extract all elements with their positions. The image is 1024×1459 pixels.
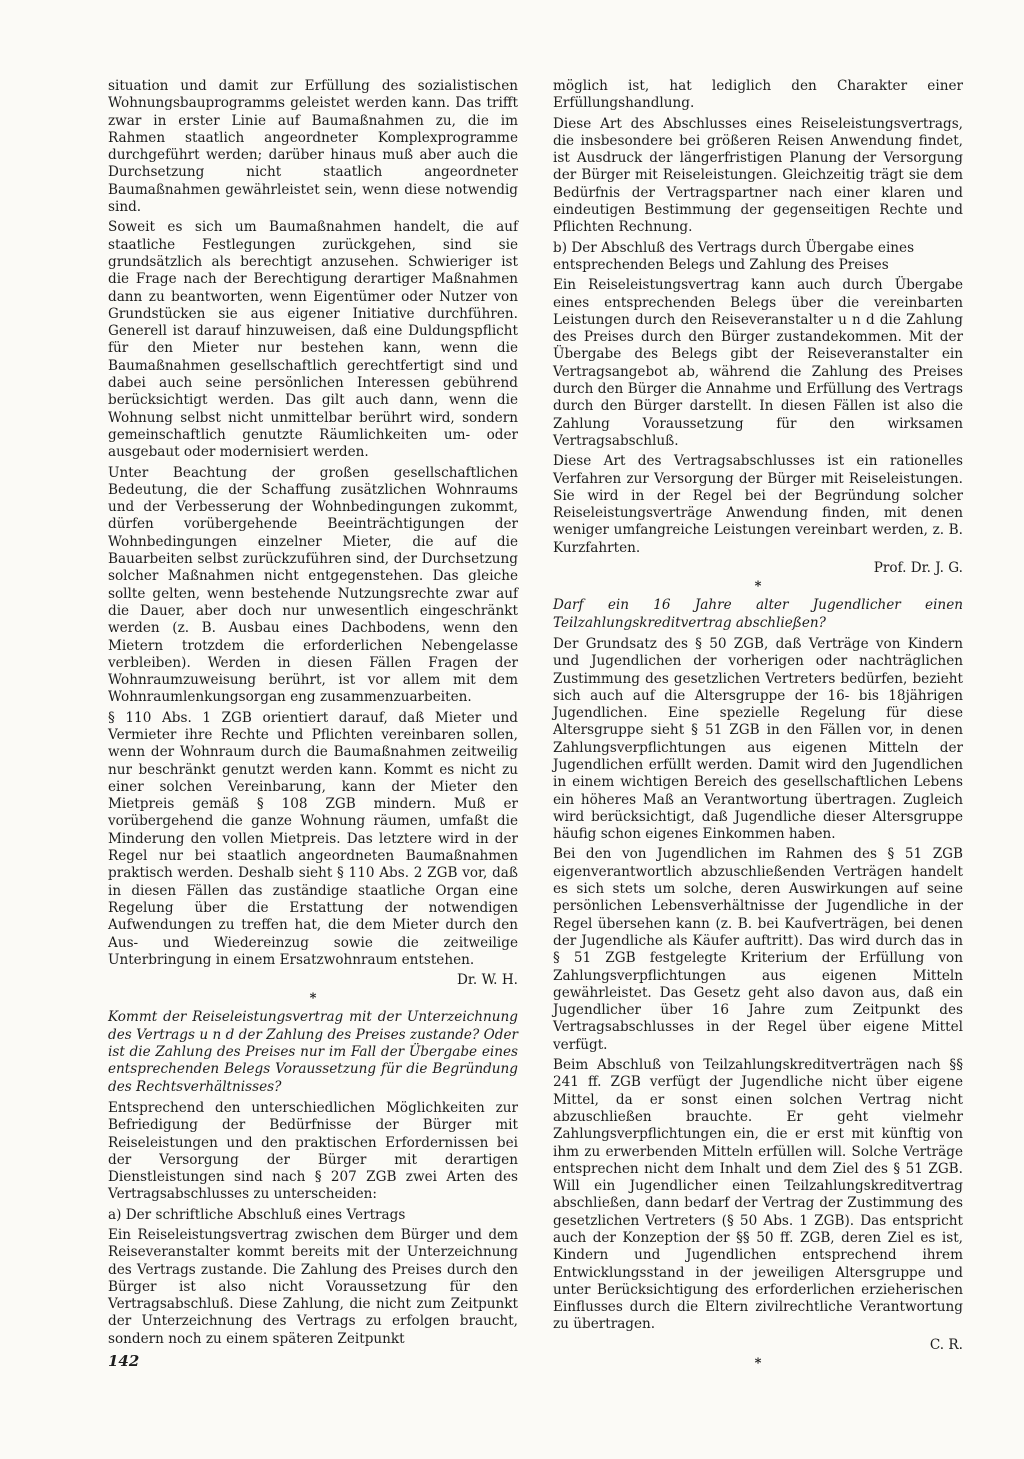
paragraph: Unter Beachtung der großen gesellschaftlichen Bedeutung, die der Schaffung zusätzlichen Wohnraums und der Verbesserung der Wohnbedingungen zukommt, dürfen vorübergehende Beeinträchtigungen der Wohnbedingungen einzelner Mieter, die auf die Bauarbeiten selbst zurückzuführen sind, der Durchsetzung solcher Maßnahmen nicht entgegenstehen. Das gleiche sollte gelten, wenn bestehende Nutzungsrechte zwar auf die Dauer, aber doch nur unwesentlich eingeschränkt werden (z. B. Ausbau eines Dachbodens, wenn den Mietern trotzdem die erforderlichen Nebengelasse verbleiben). Werden in diesen Fällen Fragen der Wohnraumzuweisung berührt, ist vor allem mit dem Wohnraumlenkungsorgan eng zusammenzuarbeiten. (108, 464, 518, 706)
paragraph: Entsprechend den unterschiedlichen Möglichkeiten zur Befriedigung der Bedürfnisse der Bürger mit Reiseleistungen und den praktischen Erfordernissen bei der Versorgung der Bürger mit derartigen Dienstleistungen sind nach § 207 ZGB zwei Arten des Vertragsabschlusses zu unterscheiden: (108, 1099, 518, 1203)
paragraph: Beim Abschluß von Teilzahlungskreditverträgen nach §§ 241 ff. ZGB verfügt der Jugendliche nicht über eigene Mittel, da er sonst einen solchen Vertrag nicht abzuschließen brauchte. Er geht vielmehr Zahlungsverpflichtungen ein, die er erst mit künftig von ihm zu erwerbenden Mitteln erfüllen will. Solche Verträge entsprechen nicht dem Inhalt und dem Ziel des § 51 ZGB. Will ein Jugendlicher einen Teilzahlungskreditvertrag abschließen, dann bedarf der Vertrag der Zustimmung des gesetzlichen Vertreters (§ 50 Abs. 1 ZGB). Das entspricht auch der Konzeption der §§ 50 ff. ZGB, deren Ziel es ist, Kindern und Jugendlichen entsprechend ihrem Entwicklungsstand in der jeweiligen Altersgruppe und unter Berücksichtigung des erforderlichen erzieherischen Einflusses durch die Eltern zivilrechtliche Verantwortung zu übertragen. (553, 1057, 963, 1333)
author-signature: C. R. (929, 1336, 963, 1353)
paragraph: § 110 Abs. 1 ZGB orientiert darauf, daß Mieter und Vermieter ihre Rechte und Pflichten vereinbaren sollen, wenn der Wohnraum durch die Baumaßnahmen zeitweilig nur beschränkt genutzt werden kann. Kommt es nicht zu einer solchen Vereinbarung, kann der Mieter den Mietpreis gemäß § 108 ZGB mindern. Muß er vorübergehend die ganze Wohnung räumen, umfaßt die Minderung den vollen Mietpreis. Das letztere wird in der Regel nur bei staatlich angeordneten Baumaßnahmen praktisch werden. Deshalb sieht § 110 Abs. 2 ZGB vor, daß in diesen Fällen das zuständige staatliche Organ eine Regelung über die Erstattung der notwendigen Aufwendungen zu treffen hat, die dem Mieter durch den Aus- und Wiedereinzug sowie die zeitweilige Unterbringung in einem Ersatzwohnraum entstehen. (108, 709, 518, 968)
paragraph: Diese Art des Abschlusses eines Reiseleistungsvertrags, die insbesondere bei größeren Reisen Anwendung findet, ist Ausdruck der längerfristigen Planung der Versorgung der Bürger mit Reiseleistungen. Gleichzeitig trägt sie dem Bedürfnis der Vertragspartner nach einer klaren und eindeutigen Bestimmung der gegenseitigen Rechte und Pflichten Rechnung. (553, 115, 963, 236)
paragraph: Ein Reiseleistungsvertrag kann auch durch Übergabe eines entsprechenden Belegs über die vereinbarten Leistungen durch den Reiseveranstalter u n d die Zahlung des Preises durch den Bürger zustandekommen. Mit der Übergabe des Belegs gibt der Reiseveranstalter ein Vertragsangebot ab, während die Zahlung des Preises durch den Bürger die Annahme und Erfüllung des Vertrags durch den Bürger darstellt. In diesen Fällen ist also die Zahlung Voraussetzung für den wirksamen Vertragsabschluß. (553, 277, 963, 449)
author-signature: Dr. W. H. (457, 972, 518, 989)
question-heading: Darf ein 16 Jahre alter Jugendlicher einen Teilzahlungskreditvertrag abschließen? (553, 597, 963, 631)
subheading: a) Der schriftliche Abschluß eines Vertrags (108, 1206, 406, 1223)
paragraph: situation und damit zur Erfüllung des sozialistischen Wohnungsbauprogramms geleistet werden kann. Das trifft zwar in erster Linie auf Baumaßnahmen zu, die im Rahmen staatlich angeordneter Komplexprogramme durchgeführt werden; darüber hinaus muß aber auch die Durchsetzung nicht staatlich angeordneter Baumaßnahmen gewährleistet sein, wenn diese notwendig sind. (108, 78, 518, 216)
section-separator: * (309, 991, 317, 1007)
section-separator: * (754, 579, 762, 595)
left-column (108, 78, 518, 1351)
paragraph: Ein Reiseleistungsvertrag zwischen dem Bürger und dem Reiseveranstalter kommt bereits mit der Unterzeichnung des Vertrags zustande. Die Zahlung des Preises durch den Bürger ist also nicht Voraussetzung für den Vertragsabschluß. Diese Zahlung, die nicht zum Zeitpunkt der Unterzeichnung des Vertrags zu erfolgen braucht, sondern noch zu einem späteren Zeitpunkt (108, 1227, 518, 1347)
right-column (553, 78, 963, 1374)
question-heading: Kommt der Reiseleistungsvertrag mit der Unterzeichnung des Vertrags u n d der Zahlung des Preises zustande? Oder ist die Zahlung des Preises nur im Fall der Übergabe eines entsprechenden Belegs Voraussetzung für die Begründung des Rechtsverhältnisses? (108, 1009, 518, 1095)
paragraph: Soweit es sich um Baumaßnahmen handelt, die auf staatliche Festlegungen zurückgehen, sind sie grundsätzlich als berechtigt anzusehen. Schwieriger ist die Frage nach der Berechtigung derartiger Maßnahmen dann zu beantworten, wenn Eigentümer oder Nutzer von Grundstücken sie aus eigener Initiative durchführen. Generell ist darauf hinzuweisen, daß eine Duldungspflicht für den Mieter nur bestehen kann, wenn die Baumaßnahmen gesellschaftlich gerechtfertigt sind und dabei auch seine persönlichen Interessen gebührend berücksichtigt werden. Das gilt auch dann, wenn die Wohnung selbst nicht unmittelbar berührt wird, sondern gemeinschaftlich genutzte Räumlichkeiten um- oder ausgebaut oder modernisiert werden. (108, 219, 518, 461)
paragraph: Bei den von Jugendlichen im Rahmen des § 51 ZGB eigenverantwortlich abzuschließenden Verträgen handelt es sich stets um solche, deren Auswirkungen auf seine persönlichen Lebensverhältnisse der Jugendliche in der Regel übersehen kann (z. B. bei Kaufverträgen, bei denen der Jugendliche als Käufer auftritt). Das wird durch das in § 51 ZGB festgelegte Kriterium der Erfüllung von Zahlungsverpflichtungen aus eigenen Mitteln gewährleistet. Das Gesetz geht also davon aus, daß ein Jugendlicher über 16 Jahre zum Zeitpunkt des Vertragsabschlusses in der Regel über eigene Mittel verfügt. (553, 846, 963, 1053)
paragraph: möglich ist, hat lediglich den Charakter einer Erfüllungshandlung. (553, 78, 963, 112)
author-signature: Prof. Dr. J. G. (873, 560, 963, 577)
page-number: 142 (108, 1352, 140, 1370)
paragraph: Diese Art des Vertragsabschlusses ist ein rationelles Verfahren zur Versorgung der Bürger mit Reiseleistungen. Sie wird in der Regel bei der Begründung solcher Reiseleistungsverträge Anwendung finden, mit denen weniger umfangreiche Leistungen vereinbart werden, z. B. Kurzfahrten. (553, 453, 963, 556)
subheading: b) Der Abschluß des Vertrags durch Übergabe eines entsprechenden Belegs und Zahlung des Preises (553, 239, 915, 273)
section-separator: * (754, 1356, 762, 1372)
paragraph: Der Grundsatz des § 50 ZGB, daß Verträge von Kindern und Jugendlichen der vorherigen oder nachträglichen Zustimmung des gesetzlichen Vertreters bedürfen, bezieht sich auch auf die Altersgruppe der 16- bis 18jährigen Jugendlichen. Eine spezielle Regelung für diese Altersgruppe sieht § 51 ZGB in den Fällen vor, in denen Zahlungsverpflichtungen aus eigenen Mitteln der Jugendlichen erfüllt werden. Damit wird den Jugendlichen in einem wichtigen Bereich des gesellschaftlichen Lebens ein höheres Maß an Verantwortung übertragen. Zugleich wird berücksichtigt, daß Jugendliche dieser Altersgruppe häufig schon eigenes Einkommen haben. (553, 635, 963, 843)
